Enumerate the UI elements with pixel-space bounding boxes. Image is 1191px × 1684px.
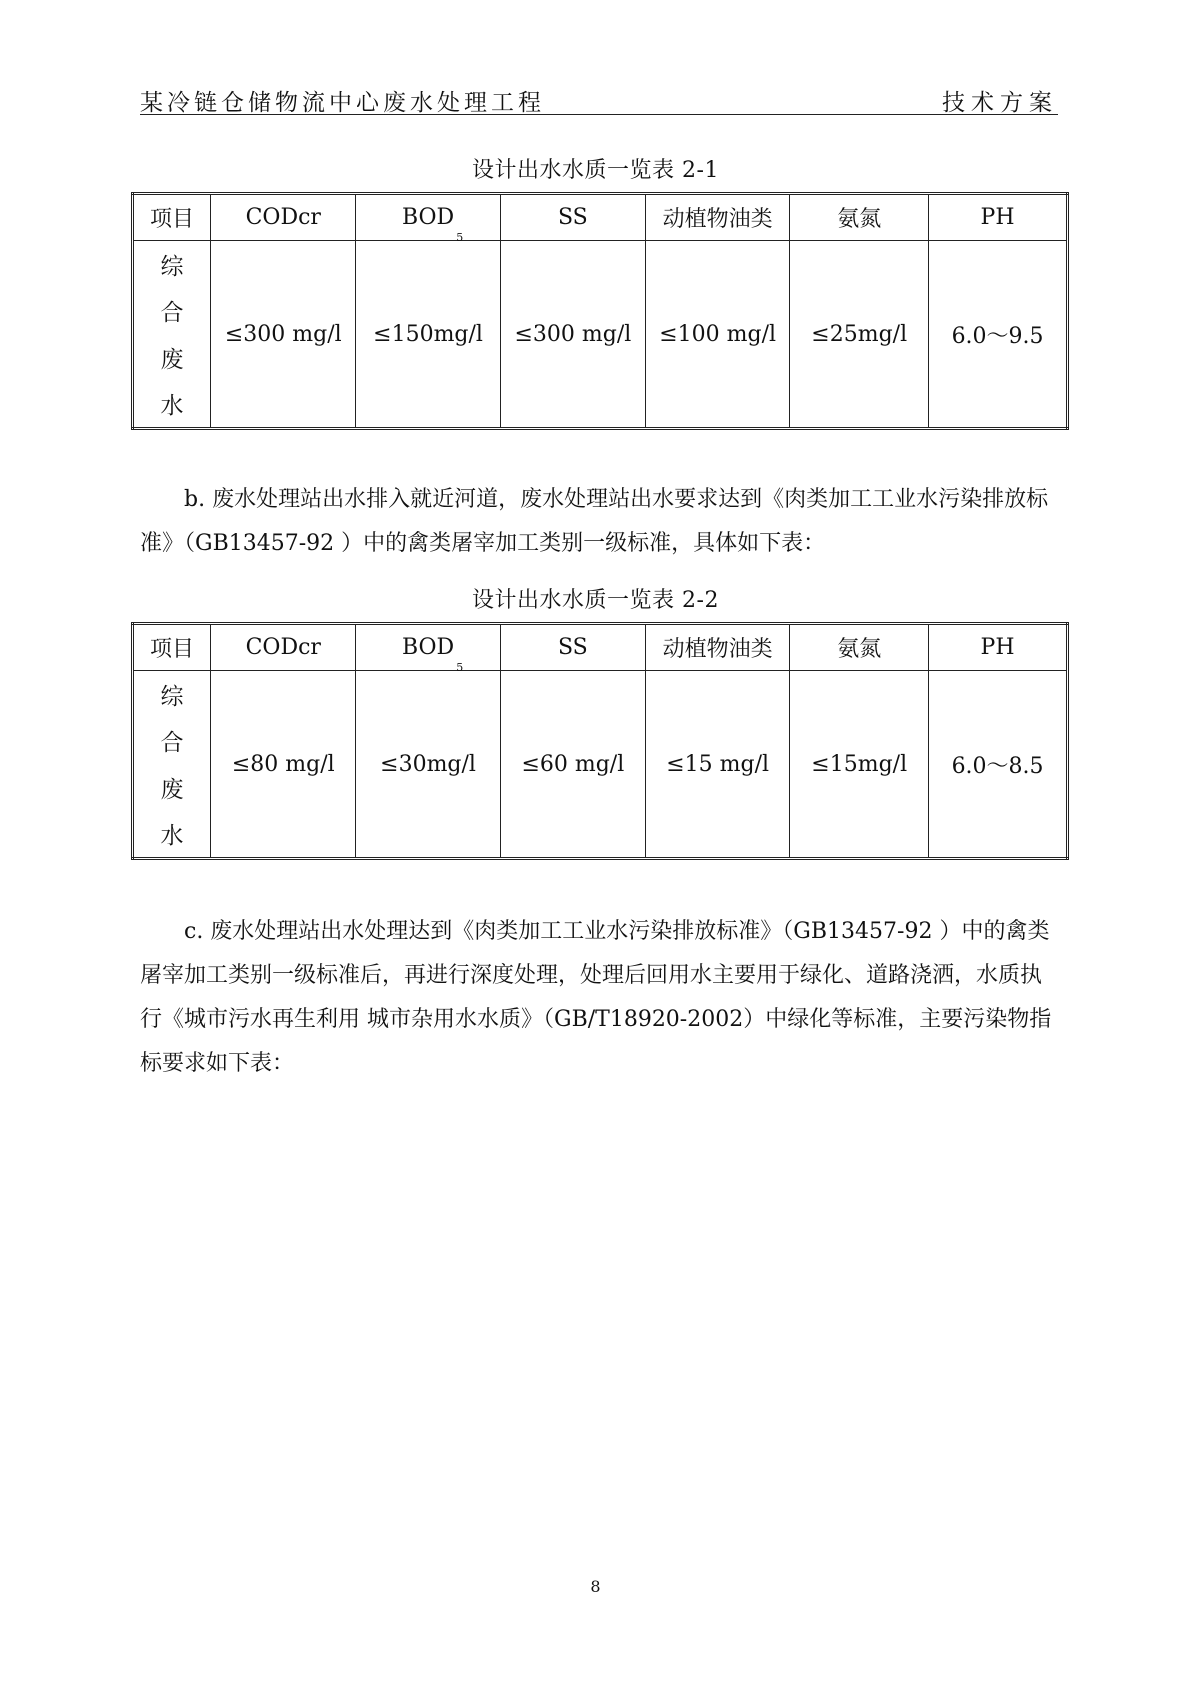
header-ss: SS [500,624,645,671]
value-ammonia: ≤15mg/l [790,671,929,859]
paragraph-c: c. 废水处理站出水处理达到《肉类加工工业水污染排放标准》（GB13457-92 ）中的禽类屠宰加工类别一级标准后，再进行深度处理，处理后回用水主要用于绿化、道路浇洒，水质执行《城市污水再生利用 城市杂用水水质》（GB/T18920-2002）中绿化等标准，主要污染物指标要求如下表： [140,919,1052,1076]
row-label-char: 废 [160,346,184,373]
bod-label [401,205,464,244]
header-oils: 动植物油类 [646,624,790,671]
value-oils: ≤100 mg/l [646,241,790,429]
value-codcr: ≤300 mg/l [211,241,356,429]
bod-subscript: 5 [456,231,464,244]
table-row [133,671,1068,859]
bod-label [401,635,464,674]
paragraph-b: b. 废水处理站出水排入就近河道，废水处理站出水要求达到《肉类加工工业水污染排放标准》（GB13457-92 ）中的禽类屠宰加工类别一级标准，具体如下表： [140,487,1049,556]
effluent-quality-table-1 [131,192,1069,430]
header-ammonia: 氨氮 [790,194,929,241]
header-codcr: CODcr [211,624,356,671]
row-label-vertical [134,678,210,850]
value-bod5: ≤150mg/l [356,241,500,429]
header-project-title: 某冷链仓储物流中心废水处理工程 [140,90,545,116]
value-ss: ≤60 mg/l [500,671,645,859]
bod-text: BOD [401,205,455,230]
header-item: 项目 [133,194,211,241]
row-label-char: 水 [160,822,184,849]
header-bod5 [356,624,500,674]
header-ss: SS [500,194,645,241]
header-ph: PH [929,194,1068,241]
value-ph: 6.0～9.5 [929,241,1068,429]
row-label-char: 废 [160,776,184,803]
table2-caption: 设计出水水质一览表 2-2 [472,588,719,613]
header-ammonia: 氨氮 [790,624,929,671]
value-ss: ≤300 mg/l [500,241,645,429]
header-ph: PH [929,624,1068,671]
row-label-char: 合 [160,730,184,757]
value-oils: ≤15 mg/l [646,671,790,859]
bod-subscript: 5 [456,661,464,674]
value-ph: 6.0～8.5 [929,671,1068,859]
row-label-vertical [134,248,210,420]
table-row [133,241,1068,429]
bod-text: BOD [401,635,455,660]
header-bod5 [356,194,500,244]
value-bod5: ≤30mg/l [356,671,500,859]
table-header-row [133,194,1068,241]
row-label-char: 综 [160,684,184,710]
row-label-cell [133,671,211,859]
row-label-char: 综 [160,254,184,280]
page-header [140,84,1058,115]
value-ammonia: ≤25mg/l [790,241,929,429]
effluent-quality-table-2 [131,622,1069,860]
value-codcr: ≤80 mg/l [211,671,356,859]
header-codcr: CODcr [211,194,356,241]
row-label-char: 合 [160,300,184,327]
header-item: 项目 [133,624,211,671]
header-oils: 动植物油类 [646,194,790,241]
row-label-cell [133,241,211,429]
row-label-char: 水 [160,392,184,419]
header-doc-type: 技术方案 [942,90,1058,116]
page-number: 8 [590,1577,601,1596]
table1-caption: 设计出水水质一览表 2-1 [472,158,719,183]
table-header-row [133,624,1068,671]
